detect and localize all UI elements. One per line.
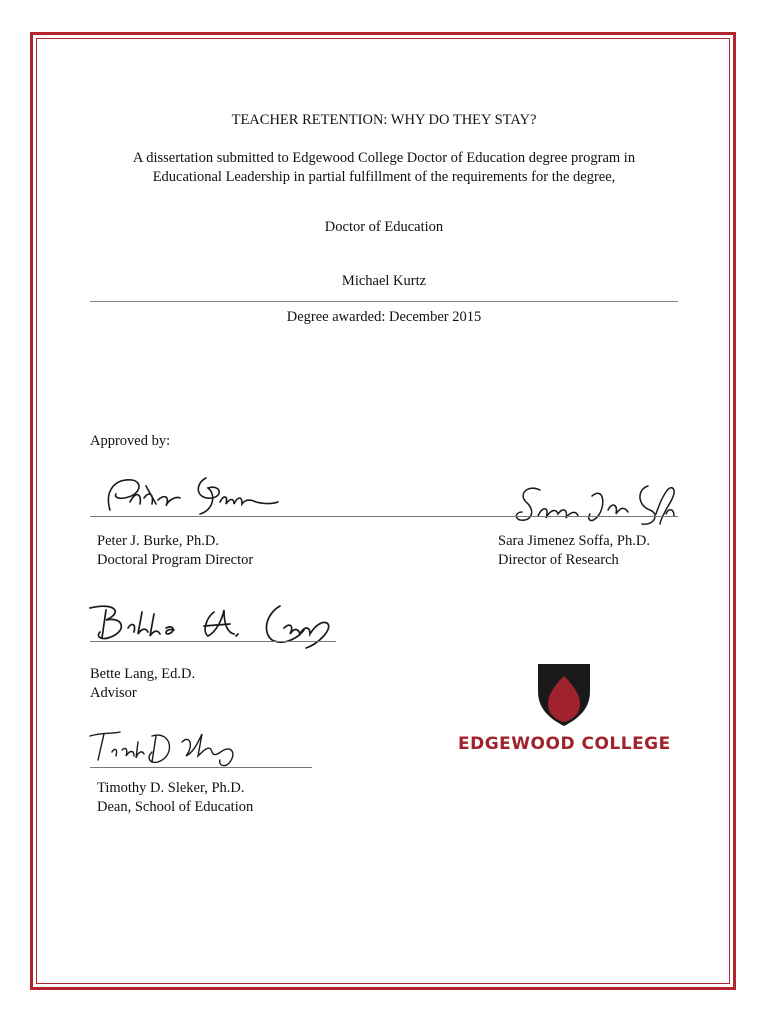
edgewood-college-logo [458, 660, 670, 764]
signatory-name: Timothy D. Sleker, Ph.D. [97, 780, 245, 796]
signature-line-sleker [90, 767, 312, 768]
signatory-role: Doctoral Program Director [97, 552, 254, 568]
signatory-role: Dean, School of Education [97, 799, 254, 815]
shield-icon [536, 662, 592, 728]
signatory-name: Peter J. Burke, Ph.D. [97, 533, 220, 549]
approved-by-label: Approved by: [90, 433, 171, 449]
signature-line-lang [90, 641, 336, 642]
signature-line-soffa [468, 516, 678, 517]
degree-awarded-date: Degree awarded: December 2015 [286, 309, 482, 325]
signature-line-burke [90, 516, 468, 517]
degree-name: Doctor of Education [324, 219, 444, 235]
signatory-soffa [498, 532, 650, 570]
signatory-burke [97, 532, 253, 570]
signatory-sleker [97, 779, 253, 817]
signatory-role: Director of Research [498, 552, 619, 568]
signatory-lang [90, 665, 195, 703]
signatory-name: Sara Jimenez Soffa, Ph.D. [498, 533, 650, 549]
author-divider [90, 301, 678, 302]
dissertation-title: TEACHER RETENTION: WHY DO THEY STAY? [231, 112, 537, 128]
signature-soffa [510, 476, 680, 532]
description-line-2: Educational Leadership in partial fulfillment of the requirements for the degree, [152, 169, 616, 185]
signatory-name: Bette Lang, Ed.D. [90, 666, 196, 682]
signature-burke [96, 470, 286, 520]
signature-sleker [86, 722, 246, 772]
signatory-role: Advisor [90, 685, 137, 701]
author-name: Michael Kurtz [341, 273, 427, 289]
dissertation-description [0, 149, 768, 187]
logo-text: EDGEWOOD COLLEGE [458, 734, 671, 754]
signature-lang [84, 598, 340, 656]
description-line-1: A dissertation submitted to Edgewood College Doctor of Education degree program in [132, 150, 636, 166]
